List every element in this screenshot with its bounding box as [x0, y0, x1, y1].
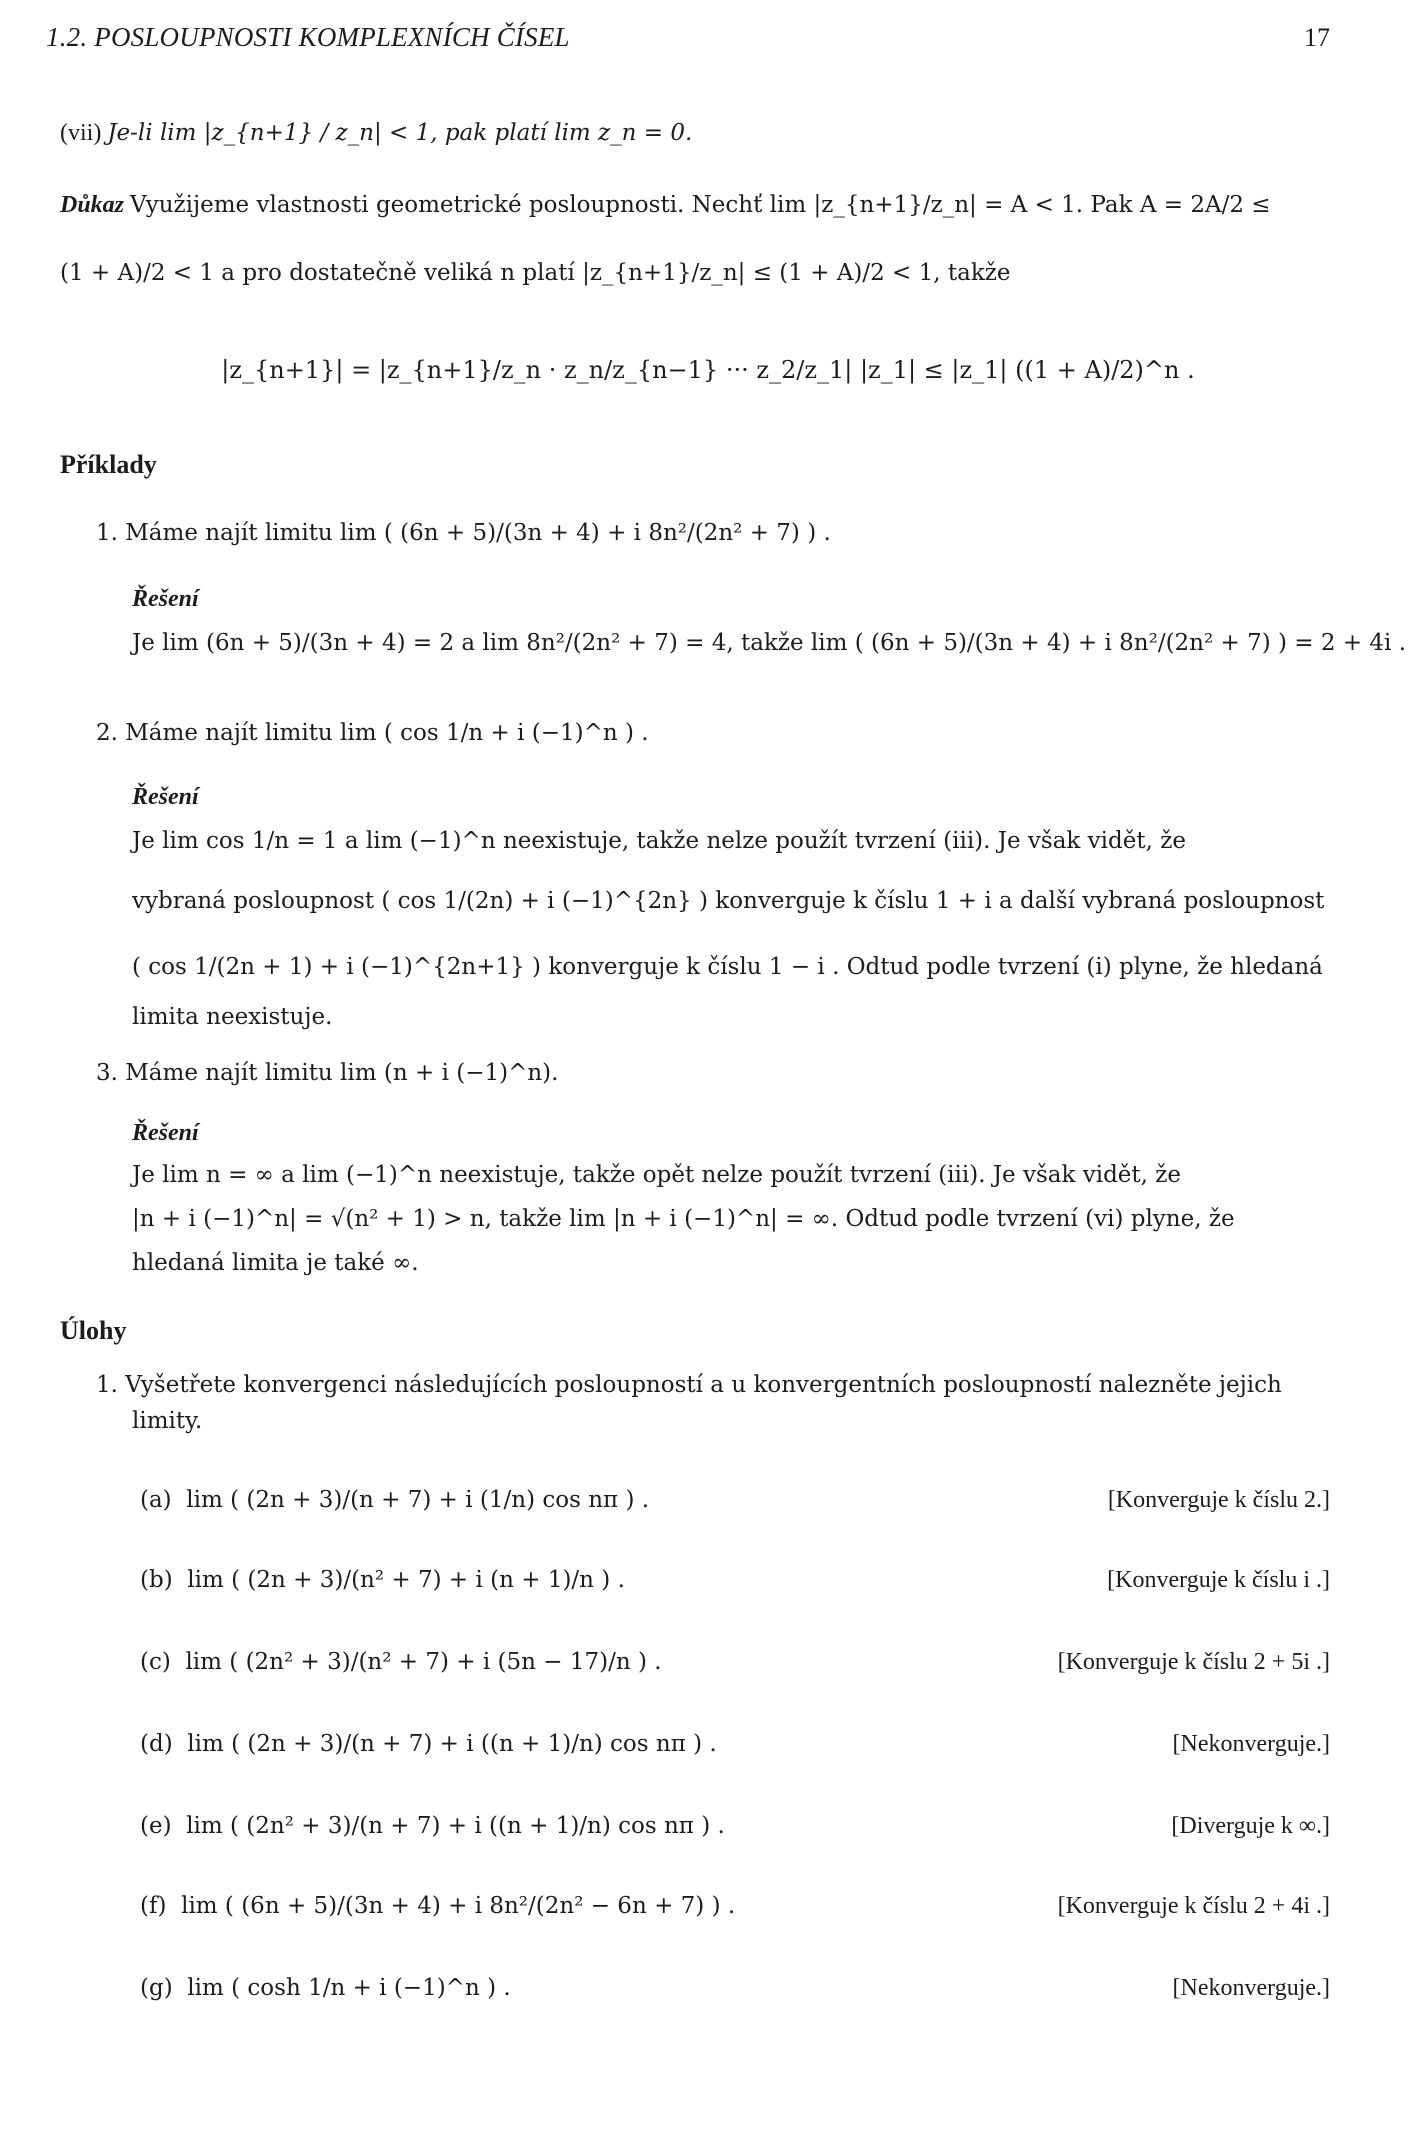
example-2-solution-line-4: limita neexistuje. — [132, 1004, 333, 1030]
exercise-answer: [Nekonverguje.] — [1172, 1730, 1330, 1757]
example-2-task: 2. Máme najít limitu lim ( cos 1/n + i (−1)^n ) . — [96, 720, 649, 746]
exercises-heading: Úlohy — [60, 1316, 127, 1345]
exercise-label: (f) — [140, 1893, 167, 1919]
theorem-label: (vii) — [60, 120, 102, 146]
proof-line-2: (1 + A)/2 < 1 a pro dostatečně veliká n platí |z_{n+1}/z_n| ≤ (1 + A)/2 < 1, takže — [60, 260, 1011, 286]
example-2-solution-line-3: ( cos 1/(2n + 1) + i (−1)^{2n+1} ) konverguje k číslu 1 − i . Odtud podle tvrzení (i) plyne, že hledaná — [132, 954, 1323, 980]
exercise-answer: [Diverguje k ∞.] — [1171, 1812, 1330, 1839]
exercise-item-b — [140, 1550, 1330, 1610]
exercise-expression: lim ( (2n² + 3)/(n + 7) + i ((n + 1)/n) cos nπ ) . — [186, 1813, 725, 1839]
exercise-expression: lim ( cosh 1/n + i (−1)^n ) . — [187, 1975, 511, 2001]
page-number: 17 — [1304, 23, 1330, 52]
exercise-expression: lim ( (6n + 5)/(3n + 4) + i 8n²/(2n² − 6n + 7) ) . — [181, 1893, 736, 1919]
exercise-item-f — [140, 1876, 1330, 1936]
exercise-expression: lim ( (2n + 3)/(n + 7) + i (1/n) cos nπ ) . — [186, 1487, 650, 1513]
exercise-label: (a) — [140, 1487, 172, 1513]
proof-line-1 — [60, 190, 1330, 220]
example-3-solution-line-1: Je lim n = ∞ a lim (−1)^n neexistuje, takže opět nelze použít tvrzení (iii). Je však vidět, že — [132, 1162, 1181, 1188]
example-3-solution-line-3: hledaná limita je také ∞. — [132, 1250, 419, 1276]
example-3-solution-line-2: |n + i (−1)^n| = √(n² + 1) > n, takže lim |n + i (−1)^n| = ∞. Odtud podle tvrzení (vi) plyne, že — [132, 1206, 1235, 1232]
exercise-expression: lim ( (2n + 3)/(n² + 7) + i (n + 1)/n ) . — [187, 1567, 625, 1593]
example-1-solution-label: Řešení — [132, 586, 199, 612]
running-head: 1.2. POSLOUPNOSTI KOMPLEXNÍCH ČÍSEL — [46, 22, 570, 52]
exercise-answer: [Nekonverguje.] — [1172, 1974, 1330, 2001]
exercise-label: (b) — [140, 1567, 173, 1593]
exercise-task-line-2: limity. — [132, 1408, 203, 1434]
example-1-task: 1. Máme najít limitu lim ( (6n + 5)/(3n + 4) + i 8n²/(2n² + 7) ) . — [96, 520, 831, 546]
example-1-solution: Je lim (6n + 5)/(3n + 4) = 2 a lim 8n²/(2n² + 7) = 4, takže lim ( (6n + 5)/(3n + 4) + i 8n²/(2n² + 7) ) = 2 + 4i . — [132, 630, 1407, 656]
theorem-vii — [60, 118, 1330, 148]
exercise-expression: lim ( (2n² + 3)/(n² + 7) + i (5n − 17)/n ) . — [185, 1649, 662, 1675]
example-2-solution-line-1: Je lim cos 1/n = 1 a lim (−1)^n neexistuje, takže nelze použít tvrzení (iii). Je však vidět, že — [132, 828, 1186, 854]
exercise-answer: [Konverguje k číslu 2 + 5i .] — [1057, 1648, 1330, 1675]
proof-label: Důkaz — [60, 192, 125, 218]
exercise-answer: [Konverguje k číslu 2 + 4i .] — [1057, 1892, 1330, 1919]
exercise-label: (c) — [140, 1649, 171, 1675]
exercise-label: (e) — [140, 1813, 172, 1839]
exercise-item-a — [140, 1470, 1330, 1530]
exercise-item-e — [140, 1796, 1330, 1856]
page-header — [46, 22, 1330, 56]
example-2-solution-label: Řešení — [132, 784, 199, 810]
exercise-item-g — [140, 1958, 1330, 2018]
example-3-solution-label: Řešení — [132, 1120, 199, 1146]
exercise-label: (d) — [140, 1731, 173, 1757]
example-3-task: 3. Máme najít limitu lim (n + i (−1)^n). — [96, 1060, 559, 1086]
example-2-solution-line-2: vybraná posloupnost ( cos 1/(2n) + i (−1)^{2n} ) konverguje k číslu 1 + i a další vybraná posloupnost — [132, 888, 1325, 914]
exercise-answer: [Konverguje k číslu i .] — [1107, 1566, 1330, 1593]
examples-heading: Příklady — [60, 450, 157, 479]
proof-display-equation: |z_{n+1}| = |z_{n+1}/z_n · z_n/z_{n−1} ··· z_2/z_1| |z_1| ≤ |z_1| ((1 + A)/2)^n . — [221, 356, 1195, 384]
exercise-label: (g) — [140, 1975, 173, 2001]
exercise-answer: [Konverguje k číslu 2.] — [1107, 1486, 1330, 1513]
theorem-text: Je-li lim |z_{n+1} / z_n| < 1, pak platí lim z_n = 0. — [107, 120, 693, 146]
proof-text-1: Využijeme vlastnosti geometrické posloupnosti. Nechť lim |z_{n+1}/z_n| = A < 1. Pak A = 2A/2 ≤ — [130, 192, 1271, 218]
exercise-item-d — [140, 1714, 1330, 1774]
exercise-item-c — [140, 1632, 1330, 1692]
exercise-task-line-1: 1. Vyšetřete konvergenci následujících posloupností a u konvergentních posloupností nalezněte jejich — [96, 1372, 1282, 1398]
exercise-expression: lim ( (2n + 3)/(n + 7) + i ((n + 1)/n) cos nπ ) . — [187, 1731, 717, 1757]
